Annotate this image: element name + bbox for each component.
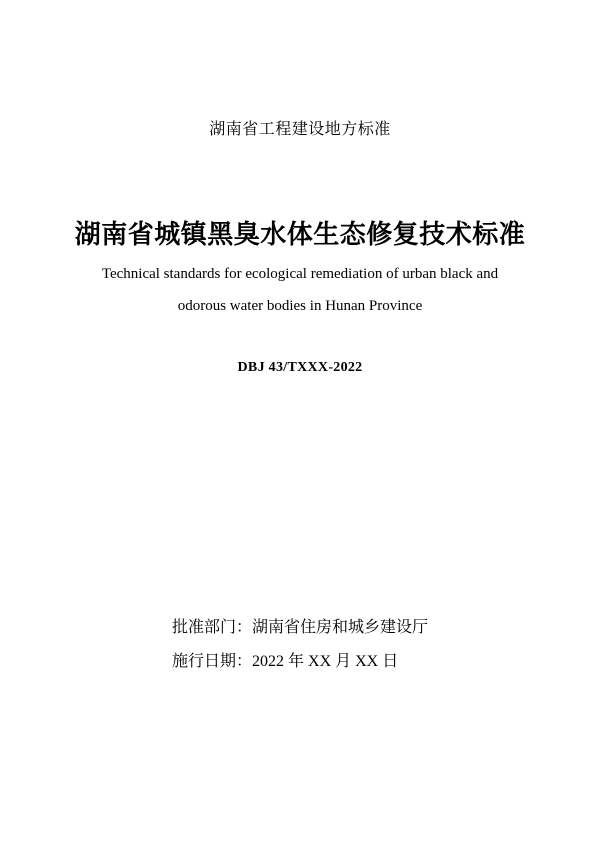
approval-label: 批准部门： — [172, 617, 253, 636]
document-title-chinese: 湖南省城镇黑臭水体生态修复技术标准 — [74, 220, 526, 250]
approval-authority — [172, 614, 428, 637]
standard-code: DBJ 43/TXXX-2022 — [237, 360, 363, 375]
document-title-english-line-1: Technical standards for ecological remediation of urban black and — [101, 266, 499, 282]
series-label: 湖南省工程建设地方标准 — [209, 119, 391, 138]
approval-value: 湖南省住房和城乡建设厅 — [252, 619, 429, 636]
effective-date — [172, 648, 398, 671]
document-title-english-line-2: odorous water bodies in Hunan Province — [177, 298, 423, 314]
effective-date-label: 施行日期： — [172, 651, 253, 670]
effective-date-value: 2022 年 XX 月 XX 日 — [252, 653, 399, 670]
